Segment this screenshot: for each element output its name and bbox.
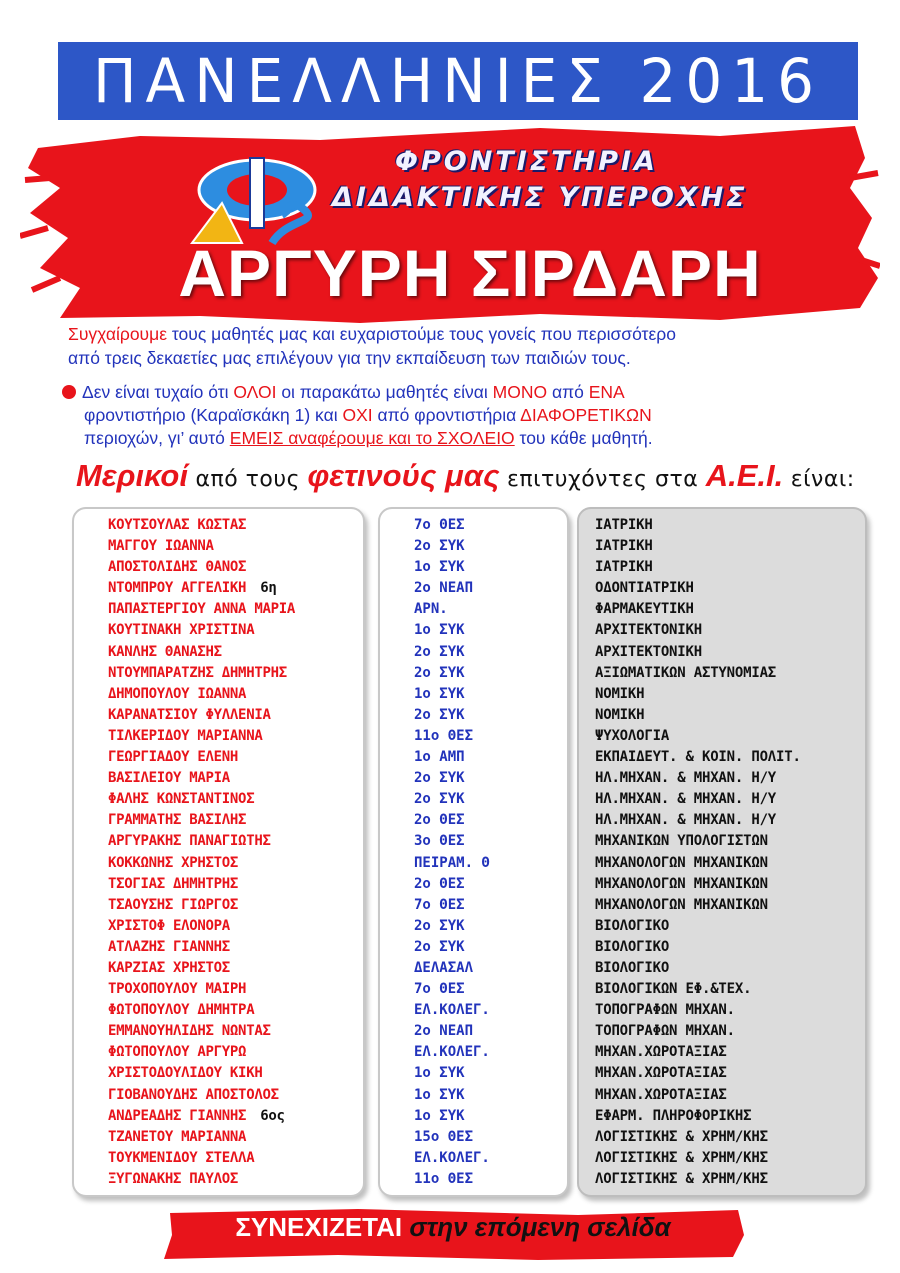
student-name — [74, 578, 363, 599]
student-name-text: ΕΜΜΑΝΟΥΗΛΙΔΗΣ ΝΩΝΤΑΣ — [108, 1023, 271, 1040]
student-name — [74, 874, 363, 895]
student-name-text: ΦΩΤΟΠΟΥΛΟΥ ΔΗΜΗΤΡΑ — [108, 1002, 255, 1019]
student-school: 1ο ΣΥΚ — [414, 1086, 465, 1103]
student-name — [74, 895, 363, 916]
names-column — [72, 507, 365, 1197]
student-department: ΛΟΓΙΣΤΙΚΗΣ & ΧΡΗΜ/ΚΗΣ — [595, 1149, 768, 1166]
bullet-icon — [62, 385, 76, 399]
student-name — [74, 663, 363, 684]
student-department: ΜΗΧΑΝΟΛΟΓΩΝ ΜΗΧΑΝΙΚΩΝ — [595, 854, 768, 871]
departments-list — [579, 515, 865, 1190]
student-name-text: ΞΥΓΩΝΑΚΗΣ ΠΑΥΛΟΣ — [108, 1170, 239, 1187]
student-department: ΤΟΠΟΓΡΑΦΩΝ ΜΗΧΑΝ. — [595, 1023, 735, 1040]
student-name — [74, 1169, 363, 1190]
bullet-text: από — [547, 382, 589, 402]
student-name — [74, 1000, 363, 1021]
tagline-2: ΔΙΔΑΚΤΙΚΗΣ ΥΠΕΡΟΧΗΣ — [332, 182, 748, 213]
student-school: ΕΛ.ΚΟΛΕΓ. — [414, 1002, 490, 1019]
student-name-text: ΤΙΛΚΕΡΙΔΟΥ ΜΑΡΙΑΝΝΑ — [108, 727, 263, 744]
bullet-text: από φροντιστήρια — [372, 405, 521, 425]
departments-column — [577, 507, 867, 1197]
student-name-text: ΓΕΩΡΓΙΑΔΟΥ ΕΛΕΝΗ — [108, 749, 239, 766]
student-name — [74, 705, 363, 726]
tagline-1: ΦΡΟΝΤΙΣΤΗΡΙΑ — [395, 146, 658, 177]
bullet-text: οι παρακάτω μαθητές είναι — [276, 382, 493, 402]
student-name — [74, 789, 363, 810]
footer-continued — [158, 1212, 748, 1243]
student-name-text: ΑΡΓΥΡΑΚΗΣ ΠΑΝΑΓΙΩΤΗΣ — [108, 833, 271, 850]
student-name — [74, 1021, 363, 1042]
student-name-text: ΚΟΚΚΩΝΗΣ ΧΡΗΣΤΟΣ — [108, 854, 239, 871]
student-department: ΛΟΓΙΣΤΙΚΗΣ & ΧΡΗΜ/ΚΗΣ — [595, 1128, 768, 1145]
student-name-text: ΚΟΥΤΣΟΥΛΑΣ ΚΩΣΤΑΣ — [108, 517, 247, 533]
student-name-text: ΦΩΤΟΠΟΥΛΟΥ ΑΡΓΥΡΩ — [108, 1044, 247, 1061]
student-name-text: ΤΟΥΚΜΕΝΙΔΟΥ ΣΤΕΛΛΑ — [108, 1149, 255, 1166]
student-department: ΝΟΜΙΚΗ — [595, 685, 645, 702]
student-department: ΜΗΧΑΝΟΛΟΓΩΝ ΜΗΧΑΝΙΚΩΝ — [595, 875, 768, 892]
page-title: ΠΑΝΕΛΛΗΝΙΕΣ 2016 — [92, 45, 824, 117]
student-school: 1ο ΣΥΚ — [414, 622, 465, 639]
student-department: ΟΔΟΝΤΙΑΤΡΙΚΗ — [595, 580, 694, 597]
student-name-text: ΚΑΡΑΝΑΤΣΙΟΥ ΦΥΛΛΕΝΙΑ — [108, 706, 271, 723]
student-name — [74, 937, 363, 958]
student-name — [74, 642, 363, 663]
student-name-text: ΧΡΙΣΤΟΦ ΕΛΟΝΟΡΑ — [108, 917, 230, 934]
student-department: ΑΡΧΙΤΕΚΤΟΝΙΚΗ — [595, 622, 702, 639]
student-name — [74, 768, 363, 789]
intro-line-1: τους μαθητές μας και ευχαριστούμε τους γονείς που περισσότερο — [167, 324, 676, 344]
student-school: 15ο ΘΕΣ — [414, 1128, 474, 1145]
student-department: ΒΙΟΛΟΓΙΚΟ — [595, 959, 670, 976]
student-name-text: ΚΟΥΤΙΝΑΚΗ ΧΡΙΣΤΙΝΑ — [108, 622, 255, 639]
student-school: 2ο ΘΕΣ — [414, 812, 465, 829]
student-name — [74, 599, 363, 620]
student-name — [74, 536, 363, 557]
student-school: 1ο ΣΥΚ — [414, 1107, 465, 1124]
student-school: 2ο ΣΥΚ — [414, 791, 465, 808]
student-department: ΙΑΤΡΙΚΗ — [595, 559, 653, 576]
student-name — [74, 853, 363, 874]
logo-icon — [172, 148, 342, 248]
bullet-text: περιοχών, γι’ αυτό — [84, 428, 230, 448]
bullet-highlight: ΟΧΙ — [342, 405, 373, 425]
student-department: ΗΛ.ΜΗΧΑΝ. & ΜΗΧΑΝ. Η/Υ — [595, 812, 777, 829]
student-name — [74, 1106, 363, 1127]
student-school: 7ο ΘΕΣ — [414, 896, 465, 913]
student-school: 2ο ΣΥΚ — [414, 770, 465, 787]
student-department: ΒΙΟΛΟΓΙΚΟ — [595, 917, 670, 934]
student-department: ΨΥΧΟΛΟΓΙΑ — [595, 727, 670, 744]
bullet-highlight: ΟΛΟΙ — [233, 382, 277, 402]
headline-text: είναι: — [783, 467, 855, 492]
schools-column — [378, 507, 569, 1197]
student-name — [74, 557, 363, 578]
student-school: 2ο ΣΥΚ — [414, 643, 465, 660]
student-school: ΕΛ.ΚΟΛΕΓ. — [414, 1149, 490, 1166]
student-department: ΝΟΜΙΚΗ — [595, 706, 645, 723]
student-rank-note: 6ος — [260, 1107, 285, 1124]
headline-highlight: Α.Ε.Ι. — [705, 458, 784, 493]
student-school: 7ο ΘΕΣ — [414, 981, 465, 998]
student-school: 2ο ΣΥΚ — [414, 664, 465, 681]
student-department: ΜΗΧΑΝ.ΧΩΡΟΤΑΞΙΑΣ — [595, 1065, 727, 1082]
title-banner — [58, 42, 858, 120]
section-headline — [76, 458, 876, 494]
student-name — [74, 515, 363, 536]
student-school: 1ο ΣΥΚ — [414, 1065, 465, 1082]
student-school: 2ο ΝΕΑΠ — [414, 1023, 474, 1040]
intro-line-2: από τρεις δεκαετίες μας επιλέγουν για την εκπαίδευση των παιδιών τους. — [68, 348, 631, 368]
footer-continued-label: ΣΥΝΕΧΙΖΕΤΑΙ — [235, 1212, 403, 1242]
student-school: 11ο ΘΕΣ — [414, 1170, 474, 1187]
teacher-name: ΑΡΓΥΡΗ ΣΙΡΔΑΡΗ — [178, 236, 762, 310]
student-school: 1ο ΑΜΠ — [414, 749, 465, 766]
student-name — [74, 747, 363, 768]
student-name — [74, 1042, 363, 1063]
bullet-highlight: ΕΜΕΙΣ αναφέρουμε και το ΣΧΟΛΕΙΟ — [229, 428, 515, 448]
student-name — [74, 1085, 363, 1106]
student-name-text: ΤΡΟΧΟΠΟΥΛΟΥ ΜΑΙΡΗ — [108, 981, 247, 998]
student-department: ΑΞΙΩΜΑΤΙΚΩΝ ΑΣΤΥΝΟΜΙΑΣ — [595, 664, 777, 681]
student-department: ΑΡΧΙΤΕΚΤΟΝΙΚΗ — [595, 643, 702, 660]
student-name-text: ΠΑΠΑΣΤΕΡΓΙΟΥ ΑΝΝΑ ΜΑΡΙΑ — [108, 601, 295, 618]
footer-next-page: στην επόμενη σελίδα — [402, 1212, 671, 1242]
student-department: ΦΑΡΜΑΚΕΥΤΙΚΗ — [595, 601, 694, 618]
student-department: ΗΛ.ΜΗΧΑΝ. & ΜΗΧΑΝ. Η/Υ — [595, 791, 777, 808]
student-department: ΜΗΧΑΝΟΛΟΓΩΝ ΜΗΧΑΝΙΚΩΝ — [595, 896, 768, 913]
student-name — [74, 979, 363, 1000]
intro-paragraph — [68, 322, 868, 370]
student-department: ΒΙΟΛΟΓΙΚΩΝ ΕΦ.&ΤΕΧ. — [595, 981, 752, 998]
headline-text: επιτυχόντες στα — [499, 467, 706, 492]
intro-congrats: Συγχαίρουμε — [68, 324, 168, 344]
headline-highlight: Μερικοί — [76, 458, 188, 493]
student-department: ΕΚΠΑΙΔΕΥΤ. & ΚΟΙΝ. ΠΟΛΙΤ. — [595, 749, 801, 766]
student-name-text: ΑΝΔΡΕΑΔΗΣ ΓΙΑΝΝΗΣ — [108, 1107, 247, 1124]
student-name-text: ΤΣΟΓΙΑΣ ΔΗΜΗΤΡΗΣ — [108, 875, 239, 892]
student-rank-note: 6η — [260, 580, 277, 597]
student-name-text: ΑΠΟΣΤΟΛΙΔΗΣ ΘΑΝΟΣ — [108, 559, 247, 576]
student-school: 1ο ΣΥΚ — [414, 559, 465, 576]
student-name — [74, 916, 363, 937]
names-list — [74, 515, 363, 1190]
student-name — [74, 810, 363, 831]
bullet-text: του κάθε μαθητή. — [514, 428, 653, 448]
headline-highlight: φετινούς μας — [307, 458, 500, 493]
student-department: ΛΟΓΙΣΤΙΚΗΣ & ΧΡΗΜ/ΚΗΣ — [595, 1170, 768, 1187]
student-name — [74, 726, 363, 747]
bullet-highlight: ΕΝΑ — [588, 382, 625, 402]
bullet-paragraph — [62, 381, 862, 450]
student-name-text: ΤΖΑΝΕΤΟΥ ΜΑΡΙΑΝΝΑ — [108, 1128, 247, 1145]
student-name-text: ΑΤΛΑΖΗΣ ΓΙΑΝΝΗΣ — [108, 938, 230, 955]
student-name — [74, 1148, 363, 1169]
student-department: ΜΗΧΑΝ.ΧΩΡΟΤΑΞΙΑΣ — [595, 1044, 727, 1061]
student-name-text: ΝΤΟΥΜΠΑΡΑΤΖΗΣ ΔΗΜΗΤΡΗΣ — [108, 664, 287, 681]
bullet-text: Δεν είναι τυχαίο ότι — [82, 382, 234, 402]
student-department: ΒΙΟΛΟΓΙΚΟ — [595, 938, 670, 955]
student-name — [74, 1127, 363, 1148]
student-name-text: ΦΑΛΗΣ ΚΩΝΣΤΑΝΤΙΝΟΣ — [108, 791, 255, 808]
student-department: ΤΟΠΟΓΡΑΦΩΝ ΜΗΧΑΝ. — [595, 1002, 735, 1019]
student-school: 2ο ΣΥΚ — [414, 917, 465, 934]
student-name — [74, 831, 363, 852]
student-school: 2ο ΝΕΑΠ — [414, 580, 474, 597]
student-name-text: ΝΤΟΜΠΡΟΥ ΑΓΓΕΛΙΚΗ — [108, 580, 247, 597]
student-department: ΗΛ.ΜΗΧΑΝ. & ΜΗΧΑΝ. Η/Υ — [595, 770, 777, 787]
student-name-text: ΔΗΜΟΠΟΥΛΟΥ ΙΩΑΝΝΑ — [108, 685, 247, 702]
student-department: ΙΑΤΡΙΚΗ — [595, 517, 653, 533]
bullet-highlight: ΜΟΝΟ — [492, 382, 548, 402]
student-school: ΠΕΙΡΑΜ. Θ — [414, 854, 490, 871]
student-name-text: ΤΣΑΟΥΣΗΣ ΓΙΩΡΓΟΣ — [108, 896, 239, 913]
student-name-text: ΧΡΙΣΤΟΔΟΥΛΙΔΟΥ ΚΙΚΗ — [108, 1065, 263, 1082]
student-school: ΔΕΛΑΣΑΛ — [414, 959, 474, 976]
headline-text: από τους — [187, 467, 308, 492]
student-school: 2ο ΣΥΚ — [414, 938, 465, 955]
student-department: ΕΦΑΡΜ. ΠΛΗΡΟΦΟΡΙΚΗΣ — [595, 1107, 752, 1124]
schools-list — [380, 515, 567, 1190]
student-school: 3ο ΘΕΣ — [414, 833, 465, 850]
student-department: ΙΑΤΡΙΚΗ — [595, 538, 653, 555]
bullet-text: φροντιστήριο (Καραϊσκάκη 1) και — [84, 405, 343, 425]
student-name-text: ΒΑΣΙΛΕΙΟΥ ΜΑΡΙΑ — [108, 770, 230, 787]
student-school: 2ο ΣΥΚ — [414, 706, 465, 723]
student-school: 2ο ΘΕΣ — [414, 875, 465, 892]
student-school: 2ο ΣΥΚ — [414, 538, 465, 555]
student-school: 11ο ΘΕΣ — [414, 727, 474, 744]
student-name — [74, 1063, 363, 1084]
student-name-text: ΓΡΑΜΜΑΤΗΣ ΒΑΣΙΛΗΣ — [108, 812, 247, 829]
student-school: 1ο ΣΥΚ — [414, 685, 465, 702]
student-school: 7ο ΘΕΣ — [414, 517, 465, 533]
student-name-text: ΚΑΝΛΗΣ ΘΑΝΑΣΗΣ — [108, 643, 222, 660]
student-department: ΜΗΧΑΝΙΚΩΝ ΥΠΟΛΟΓΙΣΤΩΝ — [595, 833, 768, 850]
bullet-highlight: ΔΙΑΦΟΡΕΤΙΚΩΝ — [520, 405, 652, 425]
student-department: ΜΗΧΑΝ.ΧΩΡΟΤΑΞΙΑΣ — [595, 1086, 727, 1103]
student-name — [74, 620, 363, 641]
student-name — [74, 684, 363, 705]
student-name-text: ΜΑΓΓΟΥ ΙΩΑΝΝΑ — [108, 538, 214, 555]
student-school: ΑΡΝ. — [414, 601, 448, 618]
student-name-text: ΚΑΡΖΙΑΣ ΧΡΗΣΤΟΣ — [108, 959, 230, 976]
student-school: ΕΛ.ΚΟΛΕΓ. — [414, 1044, 490, 1061]
student-name — [74, 958, 363, 979]
student-name-text: ΓΙΟΒΑΝΟΥΔΗΣ ΑΠΟΣΤΟΛΟΣ — [108, 1086, 279, 1103]
